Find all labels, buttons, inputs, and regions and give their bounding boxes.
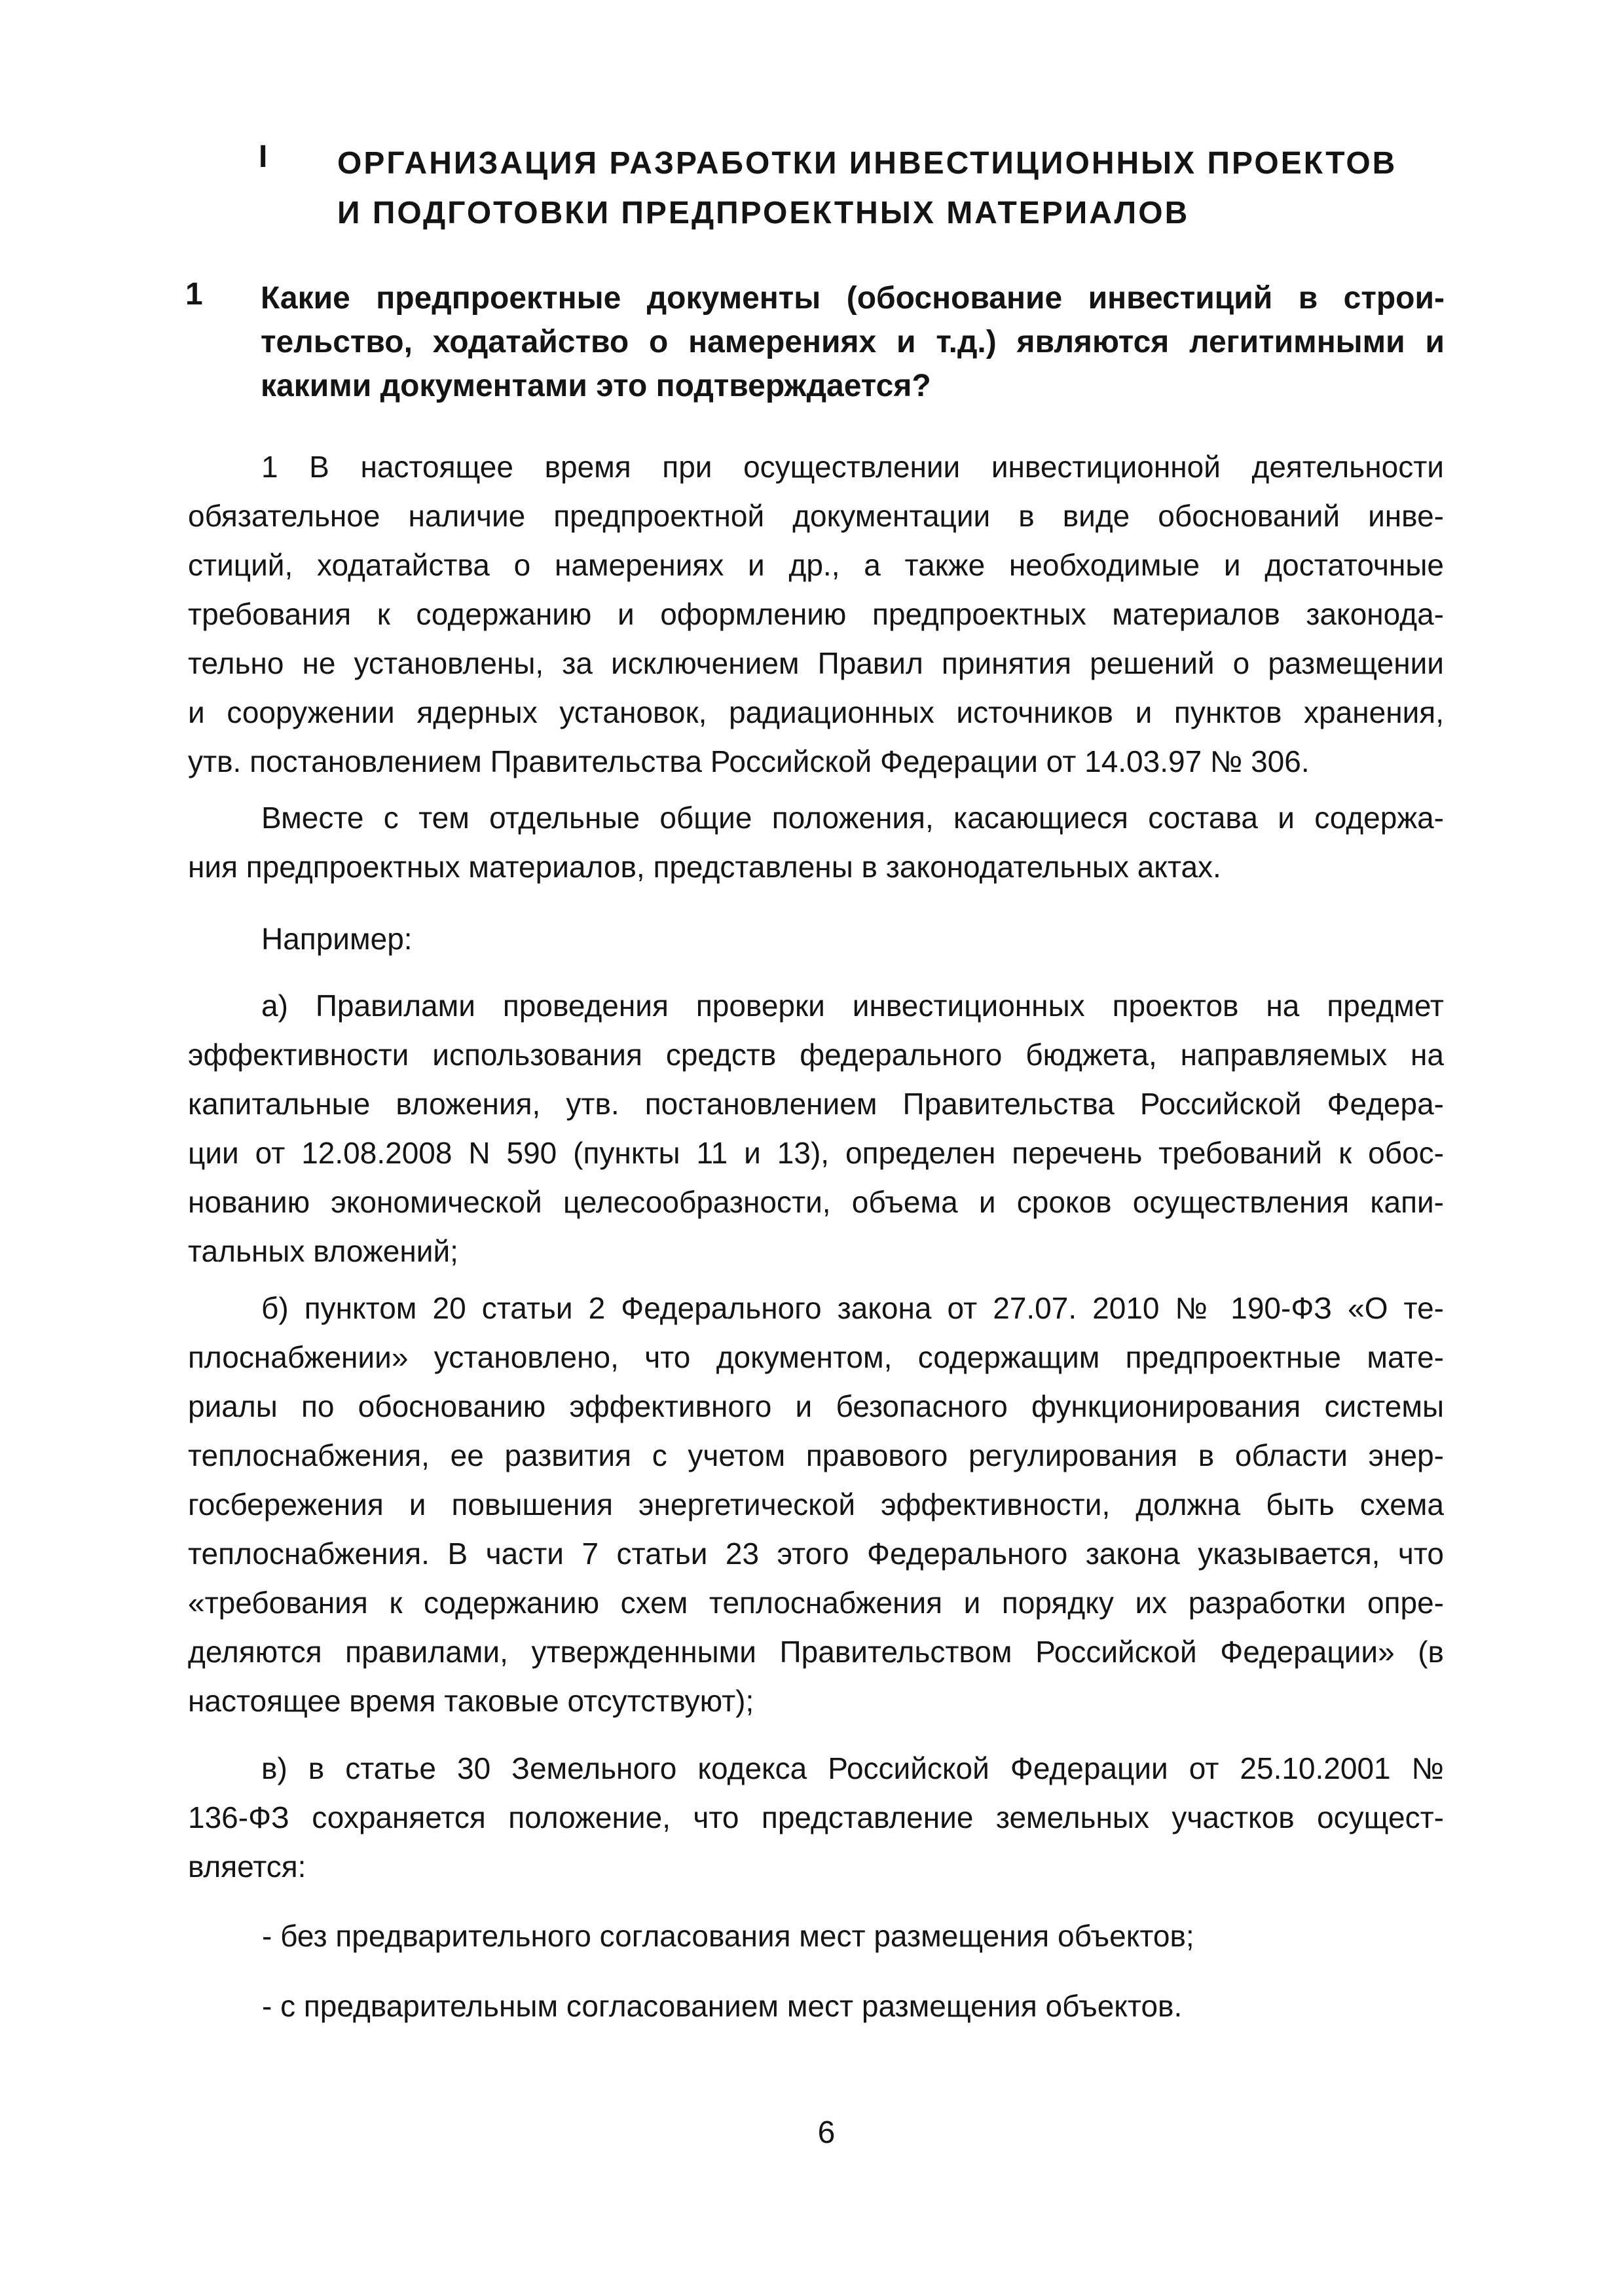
paragraph-general-provisions	[188, 793, 1444, 892]
text-line: стиций, ходатайства о намерениях и др., а также необходимые и достаточные	[188, 548, 1444, 582]
text-line: требования к содержанию и оформлению предпроектных материалов законода-	[188, 597, 1444, 631]
text-line: а) Правилами проведения проверки инвестиционных проектов на предмет	[261, 989, 1444, 1023]
question-number: 1	[185, 277, 203, 312]
section-title-line: ОРГАНИЗАЦИЯ РАЗРАБОТКИ ИНВЕСТИЦИОННЫХ ПРОЕКТОВ	[337, 146, 1397, 181]
text-line: гоcбережения и повышения энергетической эффективности, должна быть схема	[188, 1487, 1444, 1522]
list-item: - с предварительным согласованием мест размещения объектов.	[262, 1989, 1183, 2023]
text-line: теплоснабжения, ее развития с учетом правового регулирования в области энер-	[188, 1438, 1444, 1472]
text-line: ния предпроектных материалов, представлены в законодательных актах.	[188, 850, 1221, 884]
question-text	[261, 276, 1445, 408]
text-line: «требования к содержанию схем теплоснабжения и порядку их разработки опре-	[188, 1586, 1444, 1620]
text-line: и сооружении ядерных установок, радиационных источников и пунктов хранения,	[188, 695, 1444, 729]
text-line: ции от 12.08.2008 N 590 (пункты 11 и 13), определен перечень требований к обос-	[188, 1136, 1444, 1170]
text-line: б) пунктом 20 статьи 2 Федерального закона от 27.07. 2010 № 190-ФЗ «О те-	[261, 1291, 1444, 1325]
section-title-line: И ПОДГОТОВКИ ПРЕДПРОЕКТНЫХ МАТЕРИАЛОВ	[337, 196, 1190, 230]
text-line: вляется:	[188, 1850, 306, 1884]
text-line: Вместе с тем отдельные общие положения, касающиеся состава и содержа-	[261, 801, 1444, 835]
text-line: в) в статье 30 Земельного кодекса Российской Федерации от 25.10.2001 №	[261, 1751, 1444, 1785]
paragraph-item-b	[188, 1284, 1444, 1726]
paragraph-answer-intro	[188, 443, 1444, 786]
page-number: 6	[817, 2115, 836, 2150]
question-line: какими документами это подтверждается?	[261, 369, 931, 403]
section-number: I	[259, 139, 270, 174]
section-title	[337, 139, 1490, 238]
text-line: утв. постановлением Правительства Российской Федерации от 14.03.97 № 306.	[188, 744, 1310, 778]
paragraph-item-v	[188, 1744, 1444, 1891]
text-line: плоснабжении» установлено, что документом, содержащим предпроектные мате-	[188, 1340, 1444, 1374]
text-line: деляются правилами, утвержденными Правительством Российской Федерации» (в	[188, 1635, 1444, 1669]
text-line: 136-ФЗ сохраняется положение, что представление земельных участков осущест-	[188, 1800, 1444, 1834]
text-line: риалы по обоснованию эффективного и безопасного функционирования системы	[188, 1389, 1444, 1423]
text-line: нованию экономической целесообразности, объема и сроков осуществления капи-	[188, 1185, 1444, 1219]
text-line: теплоснабжения. В части 7 статьи 23 этого Федерального закона указывается, что	[188, 1537, 1444, 1571]
text-line: 1 В настоящее время при осуществлении инвестиционной деятельности	[261, 450, 1444, 484]
question-line: Какие предпроектные документы (обоснование инвестиций в строи-	[261, 281, 1445, 316]
question-line: тельство, ходатайство о намерениях и т.д.) являются легитимными и	[261, 325, 1445, 359]
text-line: настоящее время таковые отсутствуют);	[188, 1684, 754, 1718]
text-line: тельно не установлены, за исключением Правил принятия решений о размещении	[188, 646, 1444, 680]
text-line: тальных вложений;	[188, 1234, 458, 1268]
text-line: обязательное наличие предпроектной документации в виде обоснований инве-	[188, 499, 1444, 533]
text-line: эффективности использования средств федерального бюджета, направляемых на	[188, 1038, 1444, 1072]
text-line: Например:	[261, 922, 413, 956]
text-line: капитальные вложения, утв. постановлением Правительства Российской Федера-	[188, 1087, 1444, 1121]
list-item: - без предварительного согласования мест размещения объектов;	[262, 1919, 1194, 1953]
paragraph-item-a	[188, 981, 1444, 1276]
paragraph-example-label	[188, 915, 1444, 964]
